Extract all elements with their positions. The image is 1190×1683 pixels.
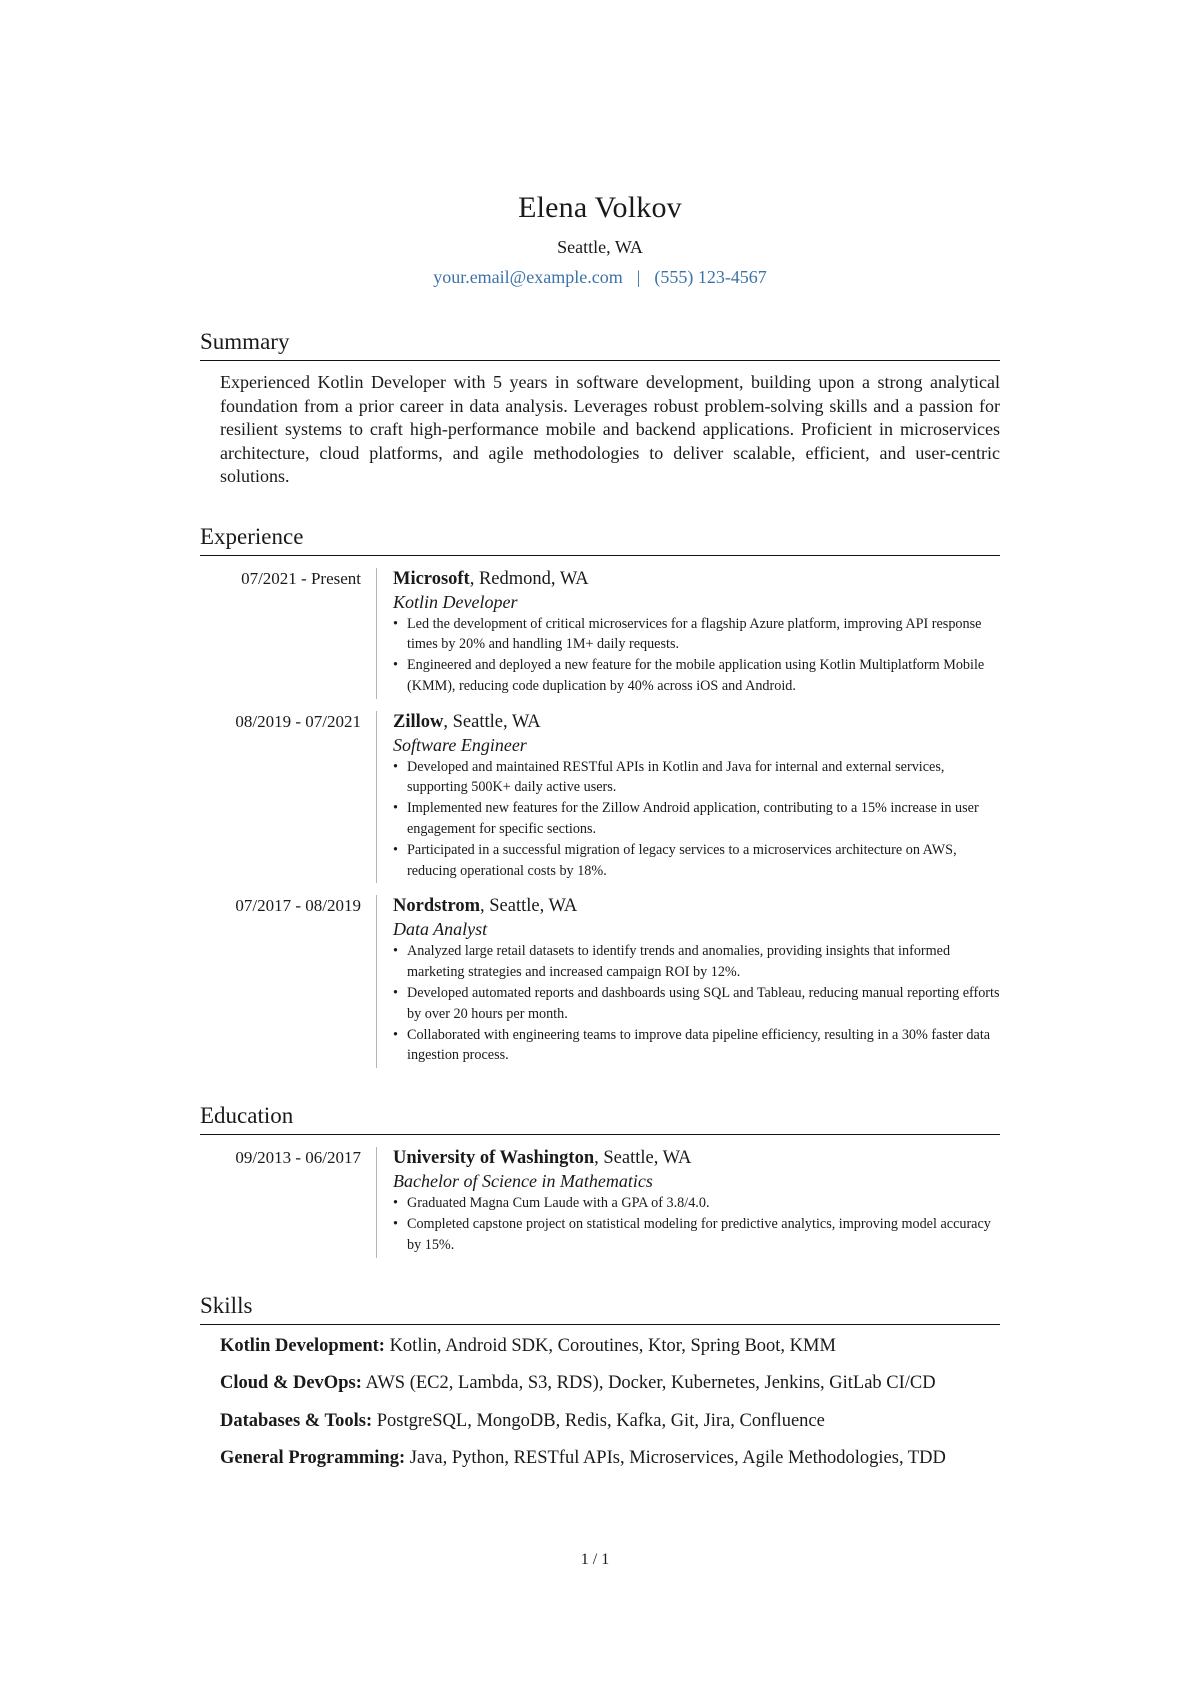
summary-text: Experienced Kotlin Developer with 5 years in software development, building upon a strong analytical foundation from a prior career in data analysis. Leverages robust problem-solving skills and a passion for resilient systems to craft high-performance mobile and backend applications. Proficient in microservices architecture, cloud platforms, and agile methodologies to deliver scalable, efficient, and user-centric solutions. <box>220 372 1000 486</box>
resume-page <box>200 190 1000 1485</box>
summary-section <box>200 328 1000 489</box>
skill-category: General Programming: <box>220 1448 406 1469</box>
bullet-item: • Led the development of critical microservices for a flagship Azure platform, improving API response times by 20% and handling 1M+ daily requests. <box>393 614 1000 656</box>
skill-category: Databases & Tools: <box>220 1410 373 1431</box>
skill-category: Cloud & DevOps: <box>220 1373 362 1394</box>
organization-name: University of Washington <box>393 1148 595 1169</box>
skills-section <box>200 1292 1000 1471</box>
entry-date: 07/2021 - Present <box>241 568 361 588</box>
entry-body <box>376 1147 1000 1257</box>
experience-entry <box>200 568 1000 699</box>
candidate-name: Elena Volkov <box>518 191 682 224</box>
skill-row <box>220 1335 1000 1358</box>
section-title-education: Education <box>200 1102 1000 1135</box>
bullet-item: • Developed automated reports and dashboards using SQL and Tableau, reducing manual reporting efforts by over 20 hours per month. <box>393 983 1000 1025</box>
bullet-item: • Participated in a successful migration of legacy services to a microservices architecture on AWS, reducing operational costs by 18%. <box>393 840 1000 882</box>
skill-items: Java, Python, RESTful APIs, Microservices, Agile Methodologies, TDD <box>409 1448 946 1469</box>
skill-items: AWS (EC2, Lambda, S3, RDS), Docker, Kubernetes, Jenkins, GitLab CI/CD <box>365 1373 936 1394</box>
candidate-location: Seattle, WA <box>557 237 643 257</box>
education-entry <box>200 1147 1000 1257</box>
organization-location: , Redmond, WA <box>469 568 589 589</box>
experience-list <box>200 568 1000 1069</box>
phone-link[interactable]: (555) 123-4567 <box>654 267 767 287</box>
entry-date: 09/2013 - 06/2017 <box>235 1148 361 1168</box>
education-section <box>200 1102 1000 1257</box>
education-list <box>200 1147 1000 1257</box>
skills-list <box>220 1335 1000 1471</box>
section-title-experience: Experience <box>200 523 1000 556</box>
section-title-summary: Summary <box>200 328 1000 361</box>
entry-body <box>376 895 1000 1068</box>
skill-row <box>220 1410 1000 1433</box>
experience-section <box>200 523 1000 1069</box>
organization-name: Microsoft <box>393 568 470 589</box>
bullet-item: • Engineered and deployed a new feature for the mobile application using Kotlin Multiplatform Mobile (KMM), reducing code duplication by 40% across iOS and Android. <box>393 655 1000 697</box>
experience-entry <box>200 711 1000 884</box>
role-title: Data Analyst <box>393 919 488 940</box>
entry-body <box>376 568 1000 699</box>
bullet-list <box>393 1193 1000 1255</box>
resume-header <box>200 190 1000 288</box>
experience-entry <box>200 895 1000 1068</box>
organization-name: Zillow <box>393 711 444 732</box>
org-line <box>393 895 1000 918</box>
entry-date: 08/2019 - 07/2021 <box>235 711 361 731</box>
section-title-skills: Skills <box>200 1292 1000 1325</box>
organization-location: , Seattle, WA <box>443 711 541 732</box>
contact-line <box>200 266 1000 288</box>
org-line <box>393 711 1000 734</box>
organization-location: , Seattle, WA <box>594 1148 692 1169</box>
email-link[interactable]: your.email@example.com <box>433 267 623 287</box>
role-title: Bachelor of Science in Mathematics <box>393 1171 653 1192</box>
bullet-item: • Developed and maintained RESTful APIs in Kotlin and Java for internal and external services, supporting 500K+ daily active users. <box>393 757 1000 799</box>
skill-category: Kotlin Development: <box>220 1335 385 1356</box>
org-line <box>393 1147 1000 1170</box>
bullet-item: • Analyzed large retail datasets to identify trends and anomalies, providing insights that informed marketing strategies and increased campaign ROI by 12%. <box>393 941 1000 983</box>
skill-items: PostgreSQL, MongoDB, Redis, Kafka, Git, Jira, Confluence <box>376 1410 825 1431</box>
skill-items: Kotlin, Android SDK, Coroutines, Ktor, Spring Boot, KMM <box>389 1335 836 1356</box>
bullet-list <box>393 941 1000 1066</box>
entry-date: 07/2017 - 08/2019 <box>235 896 361 916</box>
contact-separator: | <box>636 267 641 287</box>
skill-row <box>220 1372 1000 1395</box>
organization-name: Nordstrom <box>393 896 481 917</box>
role-title: Software Engineer <box>393 734 527 755</box>
role-title: Kotlin Developer <box>393 591 518 612</box>
org-line <box>393 568 1000 591</box>
bullet-item: • Graduated Magna Cum Laude with a GPA of 3.8/4.0. <box>393 1193 1000 1214</box>
bullet-item: • Implemented new features for the Zillow Android application, contributing to a 15% increase in user engagement for specific sections. <box>393 798 1000 840</box>
entry-body <box>376 711 1000 884</box>
bullet-item: • Completed capstone project on statistical modeling for predictive analytics, improving model accuracy by 15%. <box>393 1214 1000 1256</box>
page-number: 1 / 1 <box>580 1551 610 1568</box>
bullet-list <box>393 757 1000 882</box>
organization-location: , Seattle, WA <box>480 896 578 917</box>
bullet-item: • Collaborated with engineering teams to improve data pipeline efficiency, resulting in a 30% faster data ingestion process. <box>393 1025 1000 1067</box>
skill-row <box>220 1447 1000 1470</box>
bullet-list <box>393 614 1000 697</box>
